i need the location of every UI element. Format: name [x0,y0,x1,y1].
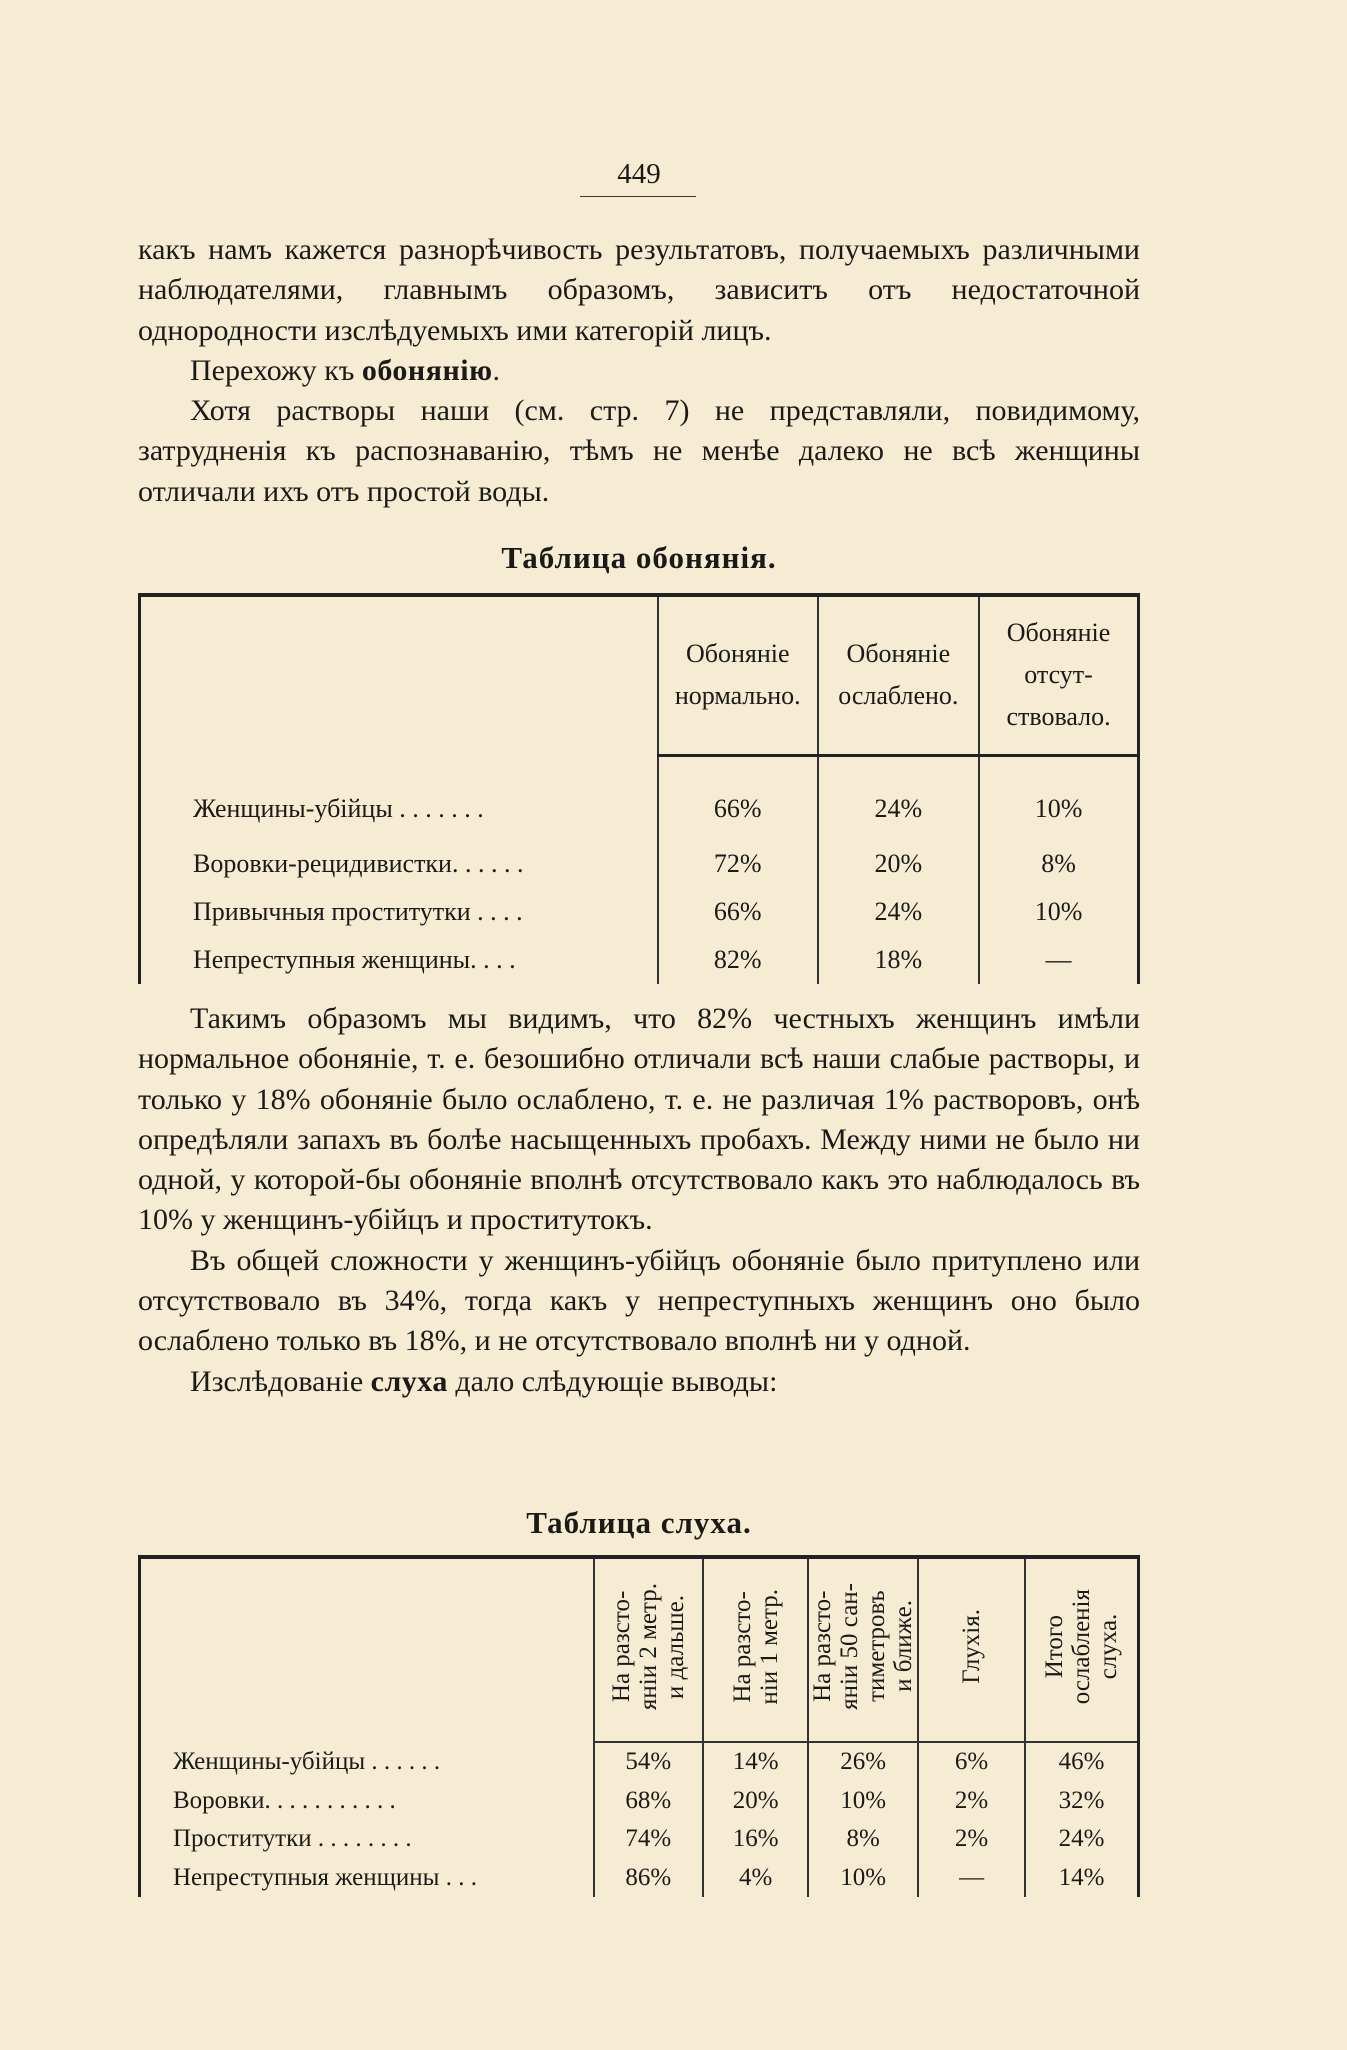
cell: 20% [703,1782,808,1820]
paragraph-2 [138,351,1140,391]
cell: 74% [594,1820,704,1858]
cell: 54% [594,1742,704,1782]
table-2-caption: Таблица слуха. [526,1505,752,1540]
table-row [140,840,1139,888]
cell: — [979,936,1138,984]
paragraph-5: Въ общей сложности у женщинъ-убійцъ обоняніе было притуплено или отсутствовало въ 34%, тогда какъ у непреступныхъ женщинъ оно было ослаблено только въ 18%, и не отсутствовало вполнѣ ни у одной. [138,1243,1140,1358]
table-1-corner [140,595,658,755]
row-label: Проститутки . . . . . . . . [173,1825,412,1853]
smell-table [138,593,1140,984]
paragraph-6-end: дало слѣдующіе выводы: [447,1364,778,1398]
cell: 82% [658,936,818,984]
cell: 8% [808,1820,918,1858]
cell: 10% [979,888,1138,936]
paragraph-2-end: . [492,353,500,387]
cell: 2% [918,1820,1025,1858]
cell: 86% [594,1859,704,1897]
table-row [140,1782,1139,1820]
cell: 66% [658,888,818,936]
cell: 26% [808,1742,918,1782]
page-number: 449 [617,158,661,190]
cell: 24% [818,755,980,840]
cell: 10% [808,1859,918,1897]
hearing-table [138,1555,1140,1897]
row-label: Непреступныя женщины. . . . [193,945,516,975]
row-label: Привычныя проститутки . . . . [193,897,523,927]
paragraph-6-bold: слуха [370,1364,448,1398]
paragraph-2-text: Перехожу къ [190,353,362,387]
row-label: Воровки. . . . . . . . . . . [173,1786,396,1814]
cell: 46% [1025,1742,1139,1782]
cell: 72% [658,840,818,888]
cell: 10% [979,755,1138,840]
cell: 10% [808,1782,918,1820]
table-row [140,936,1139,984]
table-1-header-normal: Обоняніе нормально. [658,595,818,755]
table-1-header-weakened: Обоняніе ослаблено. [818,595,980,755]
text-block-top [138,230,1140,512]
cell: 8% [979,840,1138,888]
table-2-header-deaf: Глухія. [918,1557,1025,1742]
table-2-header-2m: На разсто- яніи 2 метр. и дальше. [594,1557,704,1742]
table-row [140,1742,1139,1782]
cell: 16% [703,1820,808,1858]
table-row [140,1859,1139,1897]
paragraph-4: Такимъ образомъ мы видимъ, что 82% честныхъ женщинъ имѣли нормальное обоняніе, т. е. безошибно отличали всѣ наши слабые растворы, и только у 18% обоняніе было ослаблено, т. е. не различая 1% растворовъ, онѣ опредѣляли запахъ въ болѣе насыщенныхъ пробахъ. Между ними не было ни одной, у которой-бы обоняніе вполнѣ отсутствовало какъ это наблюдалось въ 10% у женщинъ-убійцъ и проститутокъ. [138,1002,1140,1237]
cell: 66% [658,755,818,840]
row-label: Женщины-убійцы . . . . . . . [193,793,484,823]
cell: 2% [918,1782,1025,1820]
paragraph-6-text: Изслѣдованіе [190,1364,371,1398]
row-label: Воровки-рецидивистки. . . . . . [193,849,524,879]
paragraph-2-bold: обонянію [361,353,493,387]
cell: 4% [703,1859,808,1897]
table-2-header-50cm: На разсто- яніи 50 сан- тиметровъ и ближе. [808,1557,918,1742]
page-number-rule [580,196,696,197]
table-2-corner [140,1557,594,1742]
cell: 32% [1025,1782,1139,1820]
cell: 20% [818,840,980,888]
table-2-header-total: Итого ослабленія слуха. [1025,1557,1139,1742]
table-row [140,1820,1139,1858]
table-2-header-1m: На разсто- ніи 1 метр. [703,1557,808,1742]
paragraph-3: Хотя растворы наши (см. стр. 7) не представляли, повидимому, затрудненія къ распознаванію, тѣмъ не менѣе далеко не всѣ женщины отличали ихъ отъ простой воды. [138,394,1140,508]
cell: 24% [818,888,980,936]
table-2-header-row [140,1557,1139,1742]
cell: 14% [1025,1859,1139,1897]
cell: 18% [818,936,980,984]
table-1-header-absent: Обоняніе отсут- ствовало. [979,595,1138,755]
cell: 24% [1025,1820,1139,1858]
paragraph-1: какъ намъ кажется разнорѣчивость результатовъ, получаемыхъ различными наблюдателями, главнымъ образомъ, зависитъ отъ недостаточной однородности изслѣдуемыхъ ими категорій лицъ. [138,233,1140,347]
table-row [140,888,1139,936]
text-block-middle [138,999,1140,1402]
table-1-caption: Таблица обонянія. [501,540,777,575]
cell: — [918,1859,1025,1897]
cell: 68% [594,1782,704,1820]
row-label: Женщины-убійцы . . . . . . [173,1747,441,1775]
cell: 14% [703,1742,808,1782]
table-1-header-row [140,595,1139,755]
table-row [140,755,1139,840]
paragraph-6 [138,1362,1140,1402]
row-label: Непреступныя женщины . . . [173,1863,477,1891]
cell: 6% [918,1742,1025,1782]
